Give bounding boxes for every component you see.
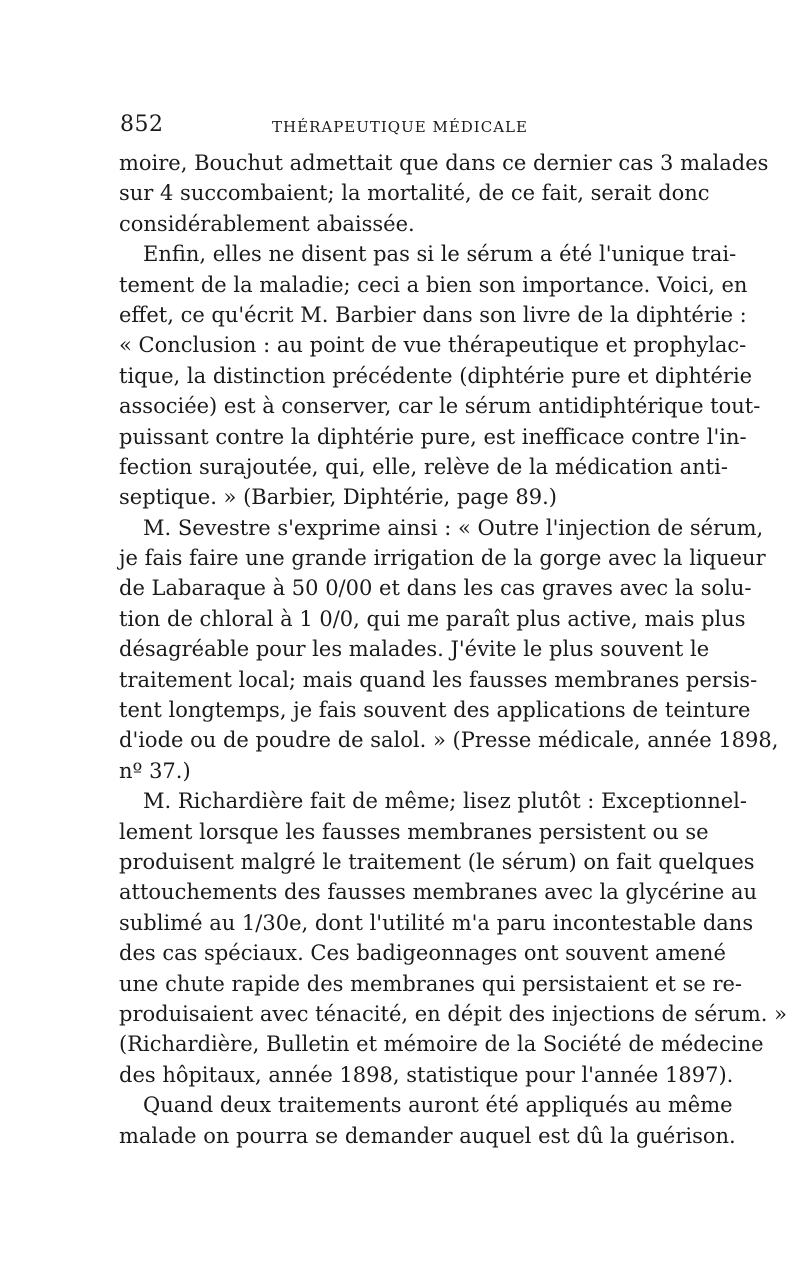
text-line: des hôpitaux, année 1898, statistique pour l'année 1897). [119,1062,734,1087]
text-line: Enfin, elles ne disent pas si le sérum a été l'unique trai- [143,242,737,267]
text-line: attouchements des fausses membranes avec la glycérine au [119,880,758,905]
text-line: malade on pourra se demander auquel est dû la guérison. [119,1123,736,1148]
text-line: désagréable pour les malades. J'évite le plus souvent le [119,637,710,662]
text-line: « Conclusion : au point de vue thérapeutique et prophylac- [119,333,747,358]
text-line: considérablement abaissée. [119,211,415,236]
text-line: d'iode ou de poudre de salol. » (Presse médicale, année 1898, [119,728,779,753]
text-line: (Richardière, Bulletin et mémoire de la Société de médecine [119,1032,764,1057]
body-text [119,148,787,1151]
text-line: associée) est à conserver, car le sérum antidiphtérique tout- [119,394,761,419]
text-line: traitement local; mais quand les fausses membranes persis- [119,667,758,692]
text-line: sur 4 succombaient; la mortalité, de ce fait, serait donc [119,181,710,206]
text-line: tent longtemps, je fais souvent des applications de teinture [119,698,751,723]
text-line: une chute rapide des membranes qui persistaient et se re- [119,971,743,996]
text-line: produisaient avec ténacité, en dépit des injections de sérum. » [119,1001,787,1026]
running-title: THÉRAPEUTIQUE MÉDICALE [272,118,528,136]
text-line: des cas spéciaux. Ces badigeonnages ont souvent amené [119,941,726,966]
text-line: puissant contre la diphtérie pure, est inefficace contre l'in- [119,424,747,449]
text-line: sublimé au 1/30e, dont l'utilité m'a paru incontestable dans [119,910,754,935]
text-line: tion de chloral à 1 0/0, qui me paraît plus active, mais plus [119,606,746,631]
text-line: je fais faire une grande irrigation de la gorge avec la liqueur [119,546,766,571]
text-line: lement lorsque les fausses membranes persistent ou se [119,819,709,844]
page-header [120,112,680,142]
text-line: moire, Bouchut admettait que dans ce dernier cas 3 malades [119,151,769,175]
text-line: produisent malgré le traitement (le sérum) on fait quelques [119,849,755,874]
text-line: effet, ce qu'écrit M. Barbier dans son livre de la diphtérie : [119,302,747,327]
page-number: 852 [120,112,164,137]
text-line: septique. » (Barbier, Diphtérie, page 89.) [119,485,557,510]
text-line: Quand deux traitements auront été appliqués au même [143,1093,733,1118]
text-line: M. Richardière fait de même; lisez plutôt : Exceptionnel- [143,789,747,814]
text-line: tement de la maladie; ceci a bien son importance. Voici, en [119,272,748,297]
text-line: M. Sevestre s'exprime ainsi : « Outre l'injection de sérum, [143,515,764,540]
text-line: fection surajoutée, qui, elle, relève de la médication anti- [119,454,728,479]
text-line: de Labaraque à 50 0/00 et dans les cas graves avec la solu- [119,576,752,601]
text-line: nº 37.) [119,758,191,783]
text-line: tique, la distinction précédente (diphtérie pure et diphtérie [119,363,753,388]
